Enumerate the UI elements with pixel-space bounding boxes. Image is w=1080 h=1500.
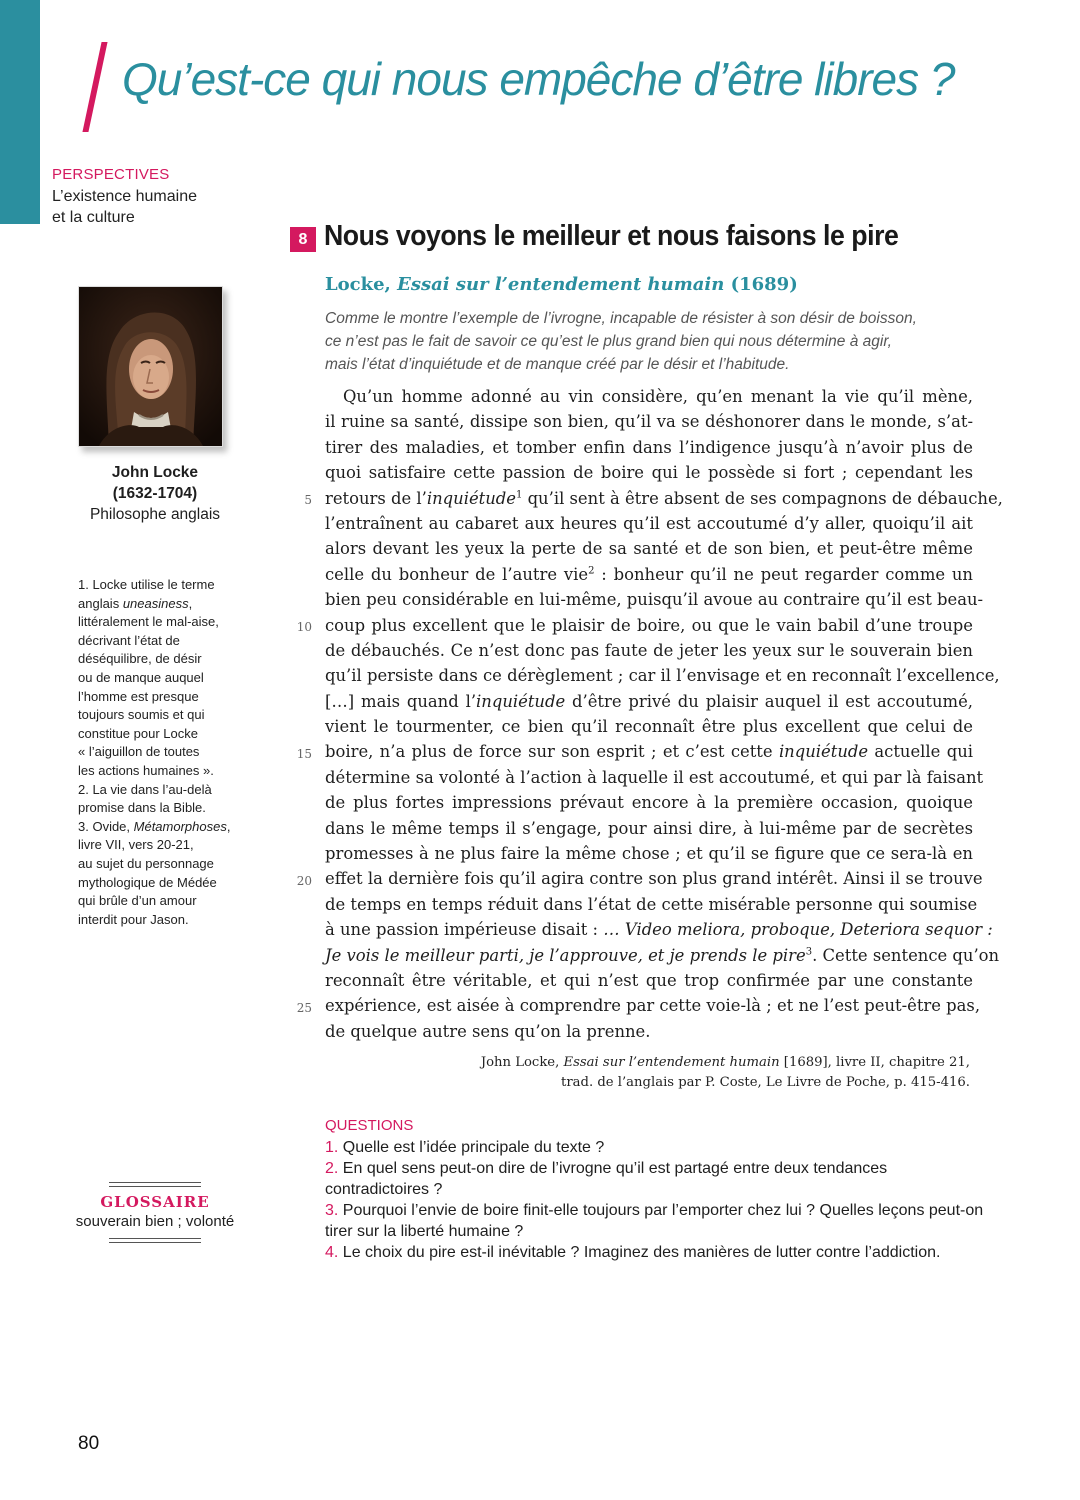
text-line: expérience, est aisée à comprendre par cette voie-là ; et ne l’est peut-être pas, bbox=[325, 996, 981, 1016]
footnote-line: « l’aiguillon de toutes bbox=[78, 744, 200, 760]
footnote-line: les actions humaines ». bbox=[78, 762, 214, 778]
text-line: de plus fortes impressions prévaut encore à la première occasion, quoique bbox=[325, 793, 973, 813]
footnote-line: littéralement le mal-aise, bbox=[78, 614, 219, 630]
glossary-box bbox=[60, 1182, 250, 1243]
text-line: à une passion impérieuse disait : … Video meliora, proboque, Deteriora sequor : bbox=[325, 920, 993, 940]
caption-dates: (1632-1704) bbox=[112, 485, 198, 502]
footnote-line: interdit pour Jason. bbox=[78, 911, 189, 927]
footnote-line: mythologique de Médée bbox=[78, 874, 217, 890]
chapter-color-band bbox=[0, 0, 40, 224]
footnote-line: décrivant l’état de bbox=[78, 632, 180, 648]
perspective-label: PERSPECTIVES bbox=[52, 166, 170, 183]
intro-line: ce n’est pas le fait de savoir ce qu’est le plus grand bien qui nous détermine à agir, bbox=[325, 333, 892, 350]
questions-list bbox=[325, 1137, 985, 1263]
intro-summary bbox=[325, 307, 965, 376]
text-line: coup plus excellent que le plaisir de boire, ou que le vain babil d’une troupe bbox=[325, 615, 973, 635]
intro-line: mais l’état d’inquiétude et de manque créé par le désir et l’habitude. bbox=[325, 356, 790, 373]
line-number: 15 bbox=[296, 746, 312, 761]
question-text: Le choix du pire est-il inévitable ? Imaginez des manières de lutter contre l’addiction. bbox=[342, 1244, 941, 1261]
footnote-line: livre VII, vers 20-21, bbox=[78, 837, 194, 853]
main-text bbox=[325, 384, 1003, 1044]
text-line: promesses à ne plus faire la même chose ; et qu’il se figure que ce sera-là en bbox=[325, 844, 973, 864]
question-number: 1. bbox=[325, 1139, 343, 1156]
john-locke-portrait bbox=[78, 286, 223, 447]
caption-role: Philosophe anglais bbox=[89, 506, 221, 523]
questions-heading: QUESTIONS bbox=[325, 1117, 414, 1134]
text-line: […] mais quand l’inquiétude d’être privé du plaisir auquel il est accoutumé, bbox=[325, 691, 974, 711]
portrait-caption bbox=[60, 462, 250, 525]
footnote-line: 1. Locke utilise le terme bbox=[78, 577, 215, 592]
text-line: qu’il persiste dans ce dérèglement ; car il l’envisage et en reconnaît l’excellence, bbox=[325, 666, 1000, 686]
glossary-rule bbox=[109, 1238, 201, 1243]
footnote-line: au sujet du personnage bbox=[78, 855, 214, 871]
footnote-line: ou de manque auquel bbox=[78, 669, 204, 685]
perspective-line: L’existence humaine bbox=[52, 188, 197, 205]
text-line: vient le tourmenter, ce bien qu’il reconnaît être plus excellent que celui de bbox=[325, 717, 973, 737]
source-line: Locke, Essai sur l’entendement humain (1689) bbox=[325, 274, 798, 295]
text-line: détermine sa volonté à l’action à laquelle il est accoutumé, et qui par là faisant bbox=[325, 767, 984, 787]
citation-line: trad. de l’anglais par P. Coste, Le Livre de Poche, p. 415-416. bbox=[561, 1075, 970, 1090]
text-line: reconnaît être véritable, et qui n’est que trop confirmée par une constante bbox=[325, 970, 973, 990]
text-line: de temps en temps réduit dans l’état de cette misérable personne qui soumise bbox=[325, 894, 978, 914]
glossary-rule bbox=[109, 1182, 201, 1187]
page-title: Qu’est-ce qui nous empêche d’être libres ? bbox=[122, 53, 955, 105]
footnote-line: anglais uneasiness, bbox=[78, 595, 193, 611]
line-number: 5 bbox=[304, 492, 312, 507]
footnote-line: l’homme est presque bbox=[78, 688, 199, 704]
text-line: boire, n’a plus de force sur son esprit ; et c’est cette inquiétude actuelle qui bbox=[325, 742, 973, 762]
intro-line: Comme le montre l’exemple de l’ivrogne, incapable de résister à son désir de boisson, bbox=[325, 310, 917, 327]
perspective-line: et la culture bbox=[52, 209, 135, 226]
question-text: Quelle est l’idée principale du texte ? bbox=[342, 1139, 605, 1156]
line-number: 25 bbox=[296, 1000, 312, 1015]
question-number: 4. bbox=[325, 1244, 343, 1261]
text-line: bien peu considérable en lui-même, puisqu’il avoue au contraire qu’il est beau- bbox=[325, 590, 984, 610]
caption-name: John Locke bbox=[111, 464, 199, 481]
text-line: Qu’un homme adonné au vin considère, qu’en menant la vie qu’il mène, bbox=[343, 387, 973, 406]
question-item bbox=[325, 1158, 985, 1200]
text-line: retours de l’inquiétude$^1$ qu’il sent à être absent de ses compagnons de débauche, bbox=[325, 488, 1003, 508]
question-number: 3. bbox=[325, 1202, 343, 1219]
question-text: Pourquoi l’envie de boire finit-elle toujours par l’emporter chez lui ? Quelles leçons peut-on tirer sur la liberté humaine ? bbox=[325, 1202, 984, 1240]
citation bbox=[420, 1053, 970, 1093]
footnote-line: promise dans la Bible. bbox=[78, 800, 206, 816]
text-line: il ruine sa santé, dissipe son bien, qu’il va se déshonorer dans le monde, s’at- bbox=[325, 412, 973, 432]
glossary-title: GLOSSAIRE bbox=[100, 1193, 210, 1211]
perspective-subtitle bbox=[52, 186, 197, 228]
footnotes bbox=[78, 576, 238, 929]
footnote-line: toujours soumis et qui bbox=[78, 707, 205, 723]
footnote-line: 3. Ovide, Métamorphoses, bbox=[78, 818, 231, 834]
text-line: de quelque autre sens qu’on la prenne. bbox=[325, 1021, 651, 1041]
question-text: En quel sens peut-on dire de l’ivrogne qu’il est partagé entre deux tendances contradictoires ? bbox=[325, 1160, 888, 1198]
citation-line: John Locke, Essai sur l’entendement humain [1689], livre II, chapitre 21, bbox=[480, 1055, 970, 1070]
footnote-line: constitue pour Locke bbox=[78, 725, 198, 741]
text-line: effet la dernière fois qu’il agira contre son plus grand intérêt. Ainsi il se trouve bbox=[325, 869, 983, 889]
text-line: tirer des maladies, et tomber enfin dans l’indigence jusqu’à n’avoir plus de bbox=[325, 437, 973, 457]
question-item bbox=[325, 1137, 985, 1158]
footnote-line: déséquilibre, de désir bbox=[78, 651, 202, 667]
question-item bbox=[325, 1242, 985, 1263]
line-number: 20 bbox=[296, 873, 312, 888]
footnote-line: qui brûle d’un amour bbox=[78, 893, 197, 909]
text-line: dans le même temps il s’engage, pour ainsi dire, à lui-même par de secrètes bbox=[325, 818, 973, 838]
page-number: 80 bbox=[78, 1433, 100, 1454]
text-line: de débauchés. Ce n’est donc pas faute de jeter les yeux sur le souverain bien bbox=[325, 640, 973, 660]
text-number-badge: 8 bbox=[290, 227, 316, 252]
text-line: celle du bonheur de l’autre vie$^2$ : bonheur qu’il ne peut regarder comme un bbox=[325, 564, 973, 584]
text-line: Je vois le meilleur parti, je l’approuve, et je prends le pire$^3$. Cette sentence qu’on bbox=[325, 945, 1000, 965]
text-line: alors devant les yeux la perte de sa santé et de son bien, et peut-être même bbox=[325, 539, 973, 559]
line-number: 10 bbox=[296, 619, 312, 634]
question-number: 2. bbox=[325, 1160, 343, 1177]
footnote-line: 2. La vie dans l’au-delà bbox=[78, 781, 212, 797]
glossary-terms: souverain bien ; volonté bbox=[75, 1213, 235, 1230]
text-line: l’entraînent au cabaret aux heures qu’il est accoutumé d’y aller, quoiqu’il ait bbox=[325, 513, 973, 533]
section-title: Nous voyons le meilleur et nous faisons le pire bbox=[324, 220, 899, 252]
question-item bbox=[325, 1200, 985, 1242]
text-line: quoi satisfaire cette passion de boire qui le possède si fort ; cependant les bbox=[325, 463, 973, 483]
title-accent-slash bbox=[82, 42, 107, 132]
